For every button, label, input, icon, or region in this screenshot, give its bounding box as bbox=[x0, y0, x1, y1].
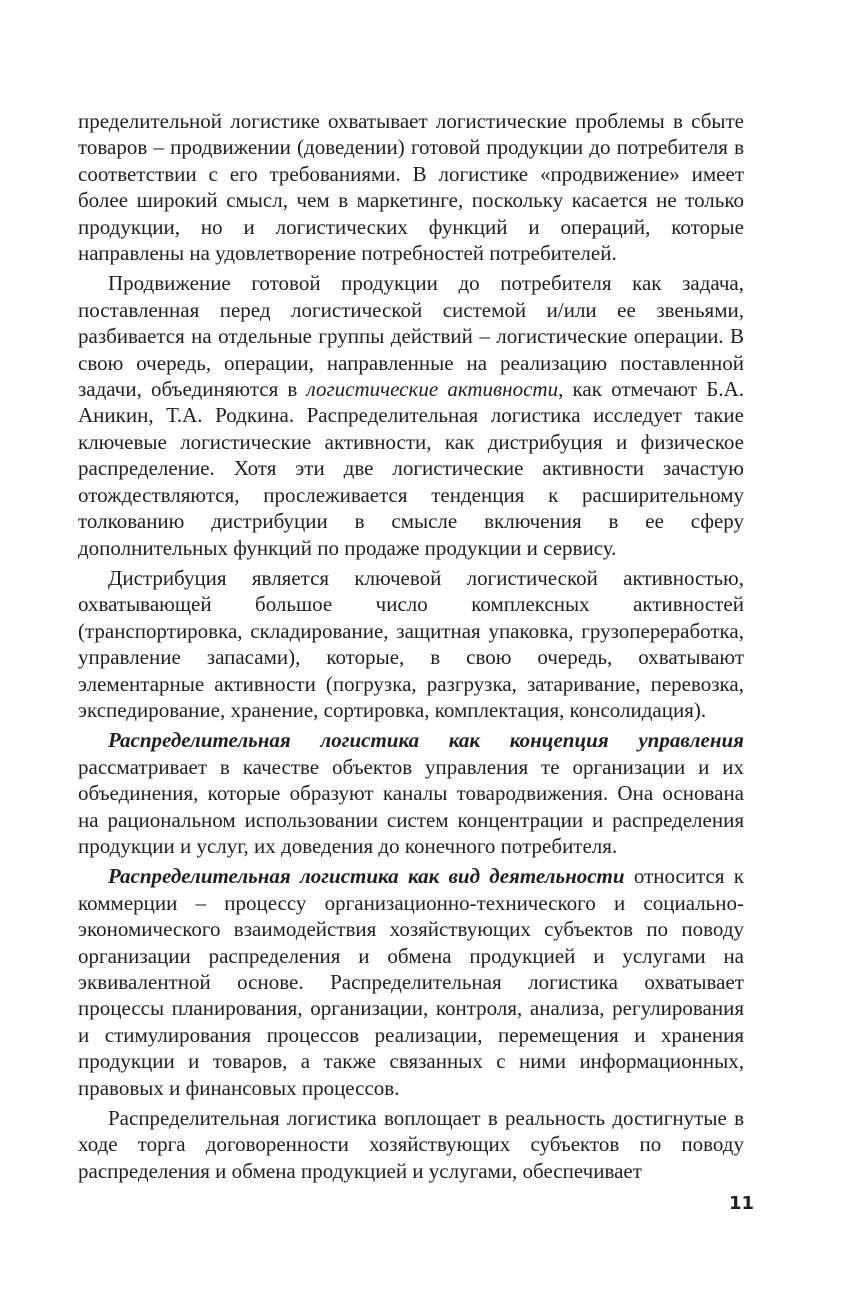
paragraph-text: пределительной логистике охватывает логистические проблемы в сбыте товаров – продвижении (доведении) готовой продукции до потребителя в соответствии с его требованиями. В логистике «продвижение» имеет более широкий смысл, чем в маркетинге, поскольку касается не только продукции, но и логистических функций и операций, которые направлены на удовлетворение потребностей потребителей. bbox=[78, 109, 744, 266]
page-number: 11 bbox=[728, 1193, 754, 1214]
italic-term: логистические активности bbox=[306, 377, 559, 402]
paragraph-implementation bbox=[78, 1105, 744, 1184]
paragraph-text-after: , как отмечают Б.А. Аникин, Т.А. Родкина. Распределительная логистика исследует такие ключевые логистические активности, как дистрибуция и физическое распределение. Хотя эти две логистические активности зачастую отождествляются, прослеживается тенденция к расширительному толкованию дистрибуции в смысле включения в ее сферу дополнительных функций по продаже продукции и сервису. bbox=[78, 377, 744, 560]
paragraph-text: относится к коммерции – процессу организационно-технического и социально-экономического взаимодействия хозяйствующих субъектов по поводу организации распределения и обмена продукцией и услугами на эквивалентной основе. Распределительная логистика охватывает процессы планирования, организации, контроля, анализа, регулирования и стимулирования процессов реализации, перемещения и хранения продукции и товаров, а также связанных с ними информационных, правовых и финансовых процессов. bbox=[78, 864, 745, 1100]
paragraph-management-concept bbox=[78, 727, 744, 859]
bold-italic-term: Распределительная логистика как концепция управления bbox=[108, 728, 744, 753]
paragraph-text: рассматривает в качестве объектов управления те организации и их объединения, которые образуют каналы товародвижения. Она основана на рациональном использовании систем концентрации и распределения продукции и услуг, их доведения до конечного потребителя. bbox=[78, 754, 744, 858]
bold-italic-term: Распределительная логистика как вид деятельности bbox=[108, 864, 625, 889]
paragraph-text-before: Продвижение готовой продукции до потребителя как задача, поставленная перед логистической системой и/или ее звеньями, разбивается на отдельные группы действий – логистические операции. В свою очередь, операции, направленные на реализацию поставленной задачи, объединяются в bbox=[78, 271, 744, 402]
page-body bbox=[78, 108, 744, 1184]
paragraph-promotion bbox=[78, 270, 744, 560]
paragraph-text: Дистрибуция является ключевой логистической активностью, охватывающей большое число комплексных активностей (транспортировка, складирование, защитная упаковка, грузопереработка, управление запасами), которые, в свою очередь, охватывают элементарные активности (погрузка, разгрузка, затаривание, перевозка, экспедирование, хранение, сортировка, комплектация, консолидация). bbox=[78, 565, 744, 722]
paragraph-text: Распределительная логистика воплощает в реальность достигнутые в ходе торга договоренности хозяйствующих субъектов по поводу распределения и обмена продукцией и услугами, обеспечивает bbox=[78, 1106, 744, 1183]
paragraph-activity-type bbox=[78, 863, 744, 1101]
paragraph-continuation bbox=[78, 108, 744, 266]
paragraph-distribution bbox=[78, 565, 744, 723]
